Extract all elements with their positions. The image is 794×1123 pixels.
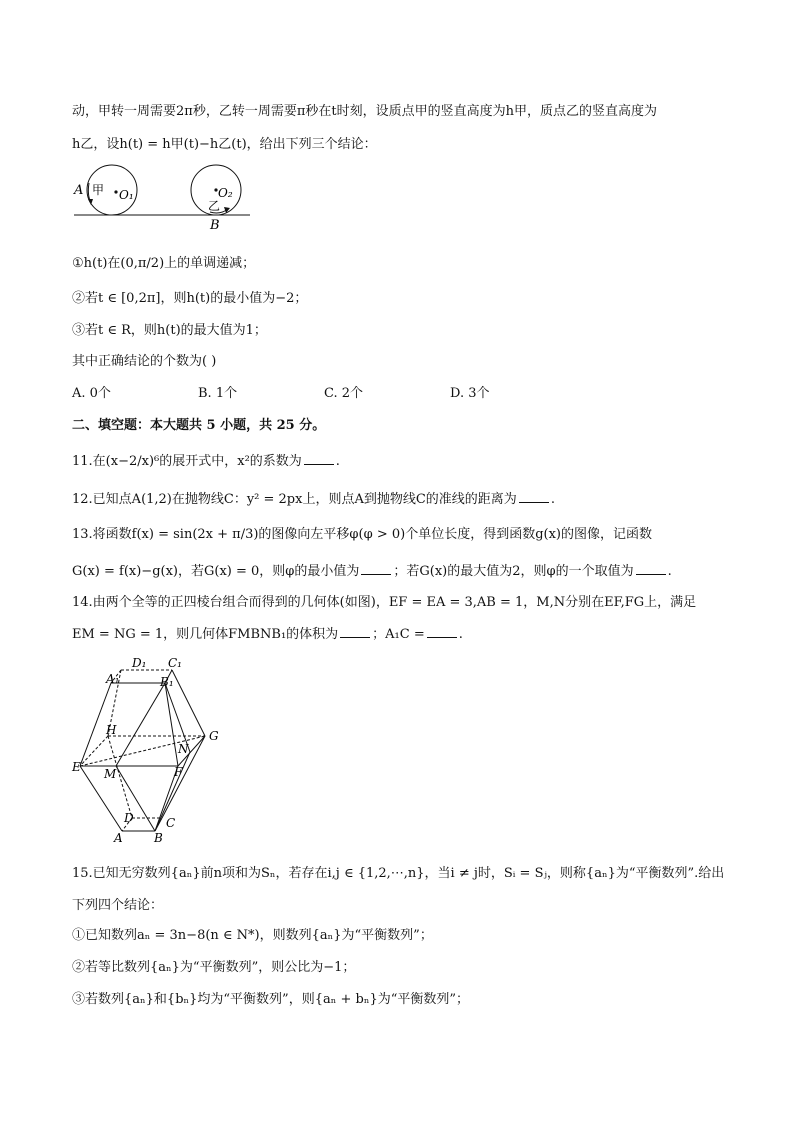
q10-conclusion-2: ②若t ∈ [0,2π]，则h(t)的最小值为−2； xyxy=(72,291,308,306)
q13-blank1 xyxy=(361,562,391,575)
q13-part2: ；若G(x)的最大值为2，则φ的一个取值为 xyxy=(393,564,634,579)
q10-conclusion-1: ①h(t)在(0,π/2)上的单调递减； xyxy=(72,256,256,271)
q14-solid-figure xyxy=(70,656,230,842)
label-G: G xyxy=(209,729,219,743)
label-A: A xyxy=(74,183,84,198)
q14-blank2 xyxy=(427,625,457,638)
q15-conclusion-3: ③若数列{aₙ}和{bₙ}均为“平衡数列”，则{aₙ + bₙ}为“平衡数列”； xyxy=(72,992,470,1007)
label-M: M xyxy=(104,767,117,781)
q12-text: 12.已知点A(1,2)在抛物线C：y² = 2px上，则点A到抛物线C的准线的距离为 xyxy=(72,492,517,507)
q10-options xyxy=(72,385,576,403)
q15-conclusion-2: ②若等比数列{aₙ}为“平衡数列”，则公比为−1； xyxy=(72,960,356,975)
q15-conclusion-1: ①已知数列aₙ = 3n−8(n ∈ N*)，则数列{aₙ}为“平衡数列”； xyxy=(72,928,433,943)
q14-end: . xyxy=(458,627,463,642)
q14-blank1 xyxy=(340,625,370,638)
q11-blank xyxy=(304,452,334,465)
label-O2: O₂ xyxy=(218,186,233,200)
label-C1: C₁ xyxy=(168,656,182,670)
q10-text-line2: h乙，设h(t) = h甲(t)−h乙(t)，给出下列三个结论： xyxy=(72,137,377,152)
q14-line2 xyxy=(72,625,463,644)
q13-end: . xyxy=(667,564,672,579)
q12 xyxy=(72,490,555,509)
label-jia: 甲 xyxy=(92,183,105,197)
q14-line1: 14.由两个全等的正四棱台组合而得到的几何体(如图)，EF = EA = 3,AB = 1，M,N分别在EF,FG上，满足 xyxy=(72,595,697,610)
label-B1: B₁ xyxy=(160,675,174,689)
label-N: N xyxy=(178,742,189,756)
q10-text-line1: 动，甲转一周需要2π秒，乙转一周需要π秒在t时刻，设质点甲的竖直高度为h甲，质点乙的竖直高度为 xyxy=(72,104,657,119)
label-D: D xyxy=(124,811,134,825)
label-H: H xyxy=(106,723,117,737)
q13-line2 xyxy=(72,562,672,581)
label-C: C xyxy=(166,816,176,830)
option-c: C. 2个 xyxy=(324,386,364,401)
label-A1: A₁ xyxy=(106,672,120,686)
q12-blank xyxy=(519,490,549,503)
label-yi: 乙 xyxy=(208,199,221,213)
label-O1: O₁ xyxy=(119,188,134,202)
option-d: D. 3个 xyxy=(450,386,490,401)
q12-end: . xyxy=(550,492,555,507)
q11-text: 11.在(x−2/x)⁶的展开式中，x²的系数为 xyxy=(72,454,302,469)
label-A: A xyxy=(114,831,123,842)
q10-circles-figure xyxy=(70,163,260,235)
q13-part1: G(x) = f(x)−g(x)，若G(x) = 0，则φ的最小值为 xyxy=(72,564,360,579)
q13-line1: 13.将函数f(x) = sin(2x + π/3)的图像向左平移φ(φ > 0)个单位长度，得到函数g(x)的图像，记函数 xyxy=(72,527,652,542)
section-2-heading: 二、填空题：本大题共 5 小题，共 25 分。 xyxy=(72,418,326,433)
label-F: F xyxy=(174,765,183,779)
q15-line1: 15.已知无穷数列{aₙ}前n项和为Sₙ，若存在i,j ∈ {1,2,⋯,n}，当i ≠ j时，Sᵢ = Sⱼ，则称{aₙ}为“平衡数列”.给出 xyxy=(72,866,725,881)
q15-line2: 下列四个结论： xyxy=(72,898,164,913)
q10-question: 其中正确结论的个数为( ) xyxy=(72,354,217,369)
q14-part2: ；A₁C = xyxy=(372,627,425,642)
q11 xyxy=(72,452,340,471)
q13-blank2 xyxy=(636,562,666,575)
q10-conclusion-3: ③若t ∈ R，则h(t)的最大值为1； xyxy=(72,323,267,338)
q14-part1: EM = NG = 1，则几何体FMBNB₁的体积为 xyxy=(72,627,339,642)
option-a: A. 0个 xyxy=(72,386,111,401)
label-B: B xyxy=(210,218,220,233)
option-b: B. 1个 xyxy=(198,386,238,401)
label-E: E xyxy=(72,760,81,774)
label-B: B xyxy=(154,831,163,842)
q11-end: . xyxy=(335,454,340,469)
label-D1: D₁ xyxy=(132,656,147,670)
